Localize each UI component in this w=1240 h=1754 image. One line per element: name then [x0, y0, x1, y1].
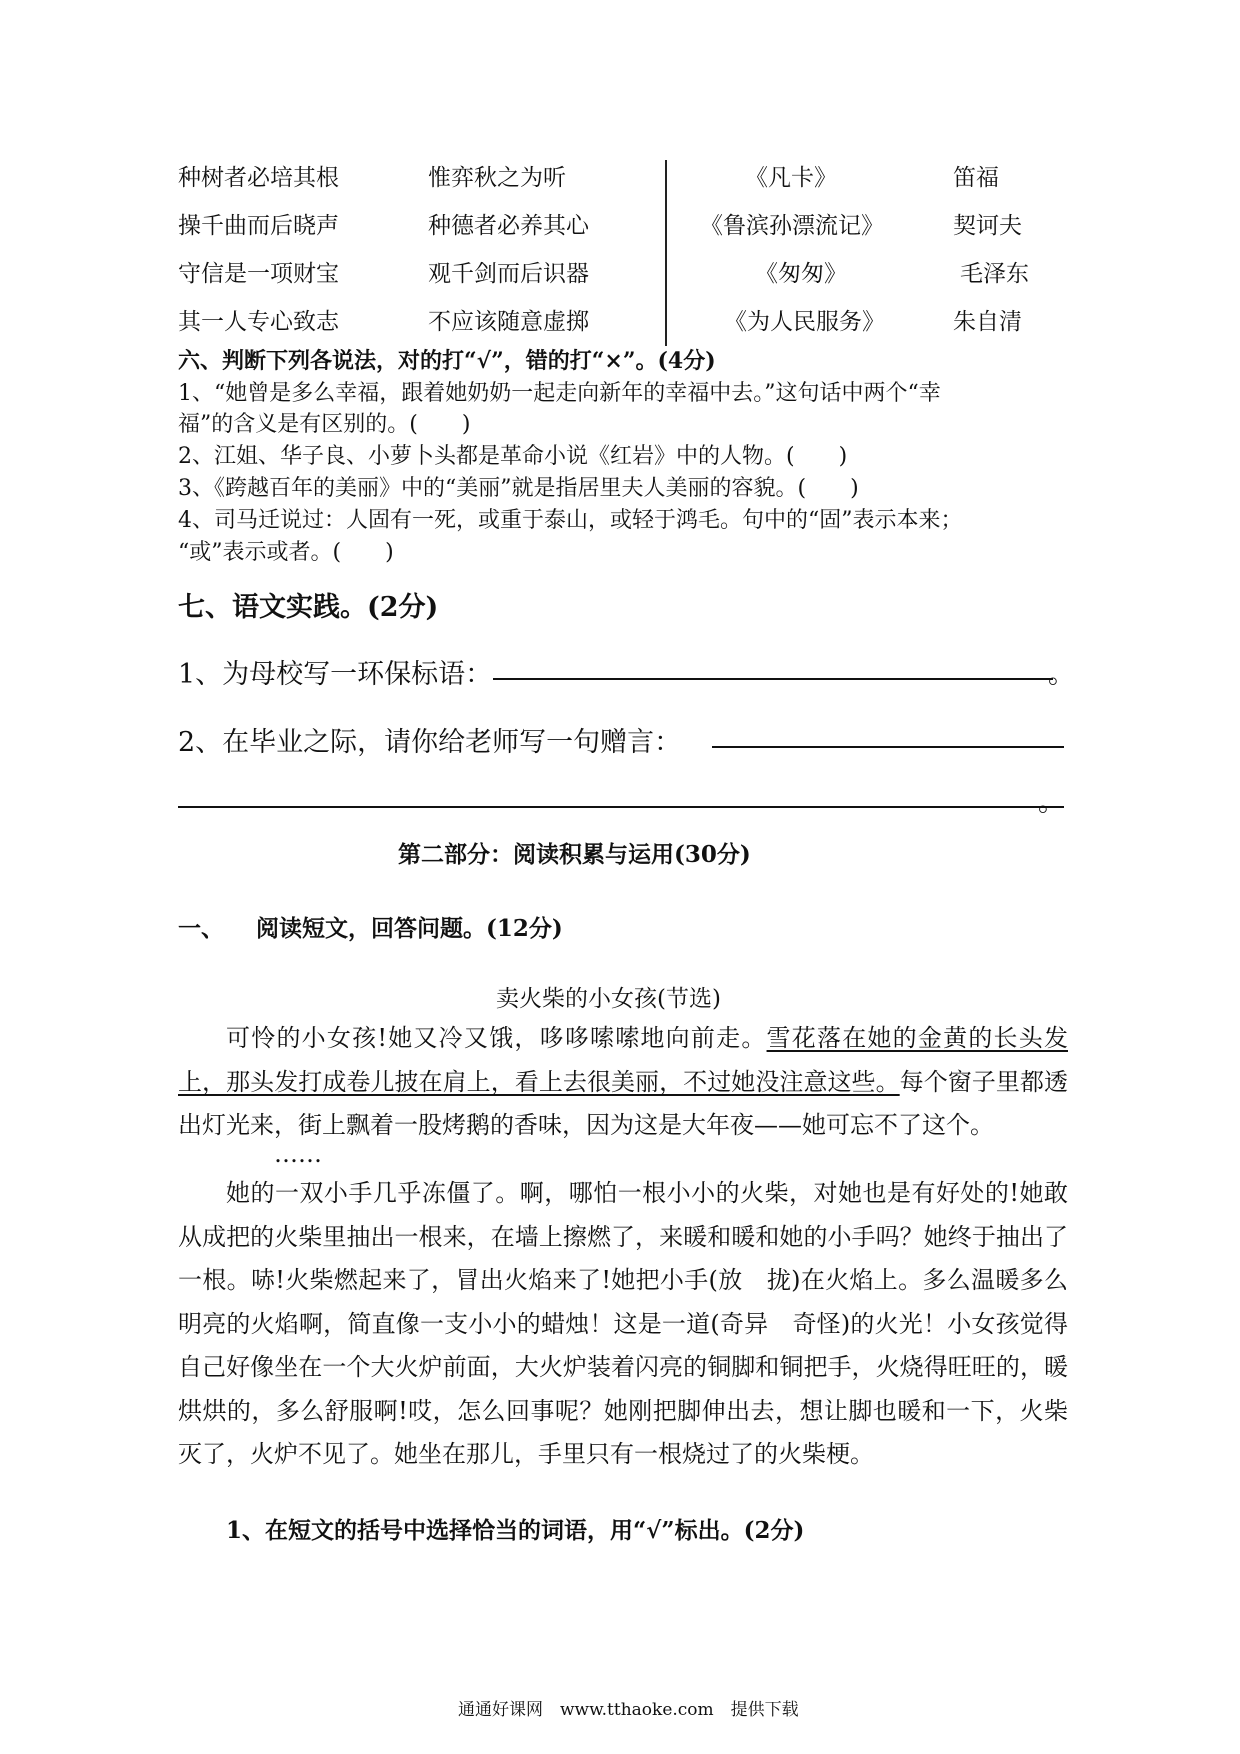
- story-title: 卖火柴的小女孩(节选): [496, 986, 721, 1012]
- match-right-item: 毛泽东: [960, 261, 1029, 287]
- match-left-item: 种树者必培其根: [178, 165, 339, 191]
- part2-section1-number: 一、: [178, 915, 224, 942]
- story-p1-rest: 每个窗子里都透出灯光来，街上飘着一股烤鹅的香味，因为这是大年夜——她可忘不了这个。: [178, 1067, 1069, 1139]
- match-left-item: 观千剑而后识器: [428, 261, 589, 287]
- judge-item-1: 1、“她曾是多么幸福，跟着她奶奶一起走向新年的幸福中去。”这句话中两个“幸: [178, 381, 941, 406]
- match-left-item: 其一人专心致志: [178, 309, 339, 335]
- judge-item-4: 4、司马迁说过：人固有一死，或重于泰山，或轻于鸿毛。句中的“固”表示本来；: [178, 508, 963, 533]
- story-paragraph-2: 她的一双小手几乎冻僵了。啊，哪怕一根小小的火柴，对她也是有好处的!她敢从成把的火柴里抽出一根来，在墙上擦燃了，来暖和暖和她的小手吗？她终于抽出了一根。哧!火柴燃起来了，冒出火焰来了!她把小手(放 拢)在火焰上。多么温暖多么明亮的火焰啊，简直像一支小小的蜡烛！这是一道(奇异 奇怪)的火光！小女孩觉得自己好像坐在一个大火炉前面，大火炉装着闪亮的铜脚和铜把手，火烧得旺旺的，暖烘烘的，多么舒服啊!哎，怎么回事呢？她刚把脚伸出去，想让脚也暖和一下，火柴灭了，火炉不见了。她坐在那儿，手里只有一根烧过了的火柴梗。: [178, 1179, 1068, 1468]
- message-period: 。: [1038, 787, 1065, 818]
- match-right-item: 《匆匆》: [755, 261, 847, 287]
- judge-item-3: 3、《跨越百年的美丽》中的“美丽”就是指居里夫人美丽的容貌。( ): [178, 476, 859, 501]
- match-left-item: 种德者必养其心: [428, 213, 589, 239]
- part2-section1-title: 阅读短文，回答问题。(12分): [256, 915, 563, 942]
- judge-item-4-cont: “或”表示或者。( ): [178, 540, 394, 565]
- match-left-item: 不应该随意虚掷: [428, 309, 589, 335]
- judge-item-1-cont: 福”的含义是有区别的。( ): [178, 412, 471, 437]
- slogan-question: 1、为母校写一环保标语：: [178, 659, 493, 690]
- story-ellipsis: ……: [274, 1140, 322, 1168]
- slogan-answer-line[interactable]: [493, 678, 1053, 680]
- match-left-item: 惟弈秋之为听: [428, 165, 566, 191]
- message-answer-line-1[interactable]: [712, 746, 1064, 748]
- match-right-item: 《凡卡》: [745, 165, 837, 191]
- match-right-item: 《为人民服务》: [724, 309, 885, 335]
- match-right-item: 契诃夫: [953, 213, 1022, 239]
- story-paragraph-1: [178, 1017, 1068, 1148]
- match-right-item: 笛福: [953, 165, 999, 191]
- message-answer-line-2[interactable]: [178, 806, 1064, 808]
- story-underlined-sentence: 雪花落在她的金黄的长头发上，那头发打成卷儿披在肩上，看上去很美丽，不过她没注意这些。: [178, 1024, 1068, 1096]
- column-divider: [665, 160, 667, 346]
- slogan-period: 。: [1048, 659, 1075, 690]
- match-left-item: 操千曲而后晓声: [178, 213, 339, 239]
- match-right-item: 朱自清: [953, 309, 1022, 335]
- section6-title: 六、判断下列各说法，对的打“√”，错的打“×”。(4分): [178, 348, 716, 374]
- message-question: 2、在毕业之际，请你给老师写一句赠言：: [178, 727, 682, 758]
- part2-title: 第二部分：阅读积累与运用(30分): [398, 841, 751, 868]
- story-p1-lead: 可怜的小女孩!她又冷又饿，哆哆嗦嗦地向前走。: [226, 1024, 767, 1052]
- page-footer: 通通好课网 www.tthaoke.com 提供下载: [458, 1700, 799, 1720]
- reading-question-1: 1、在短文的括号中选择恰当的词语，用“√”标出。(2分): [226, 1517, 805, 1544]
- section7-title: 七、语文实践。(2分): [178, 592, 439, 623]
- match-right-item: 《鲁滨孙漂流记》: [700, 213, 884, 239]
- judge-item-2: 2、江姐、华子良、小萝卜头都是革命小说《红岩》中的人物。( ): [178, 444, 848, 469]
- match-left-item: 守信是一项财宝: [178, 261, 339, 287]
